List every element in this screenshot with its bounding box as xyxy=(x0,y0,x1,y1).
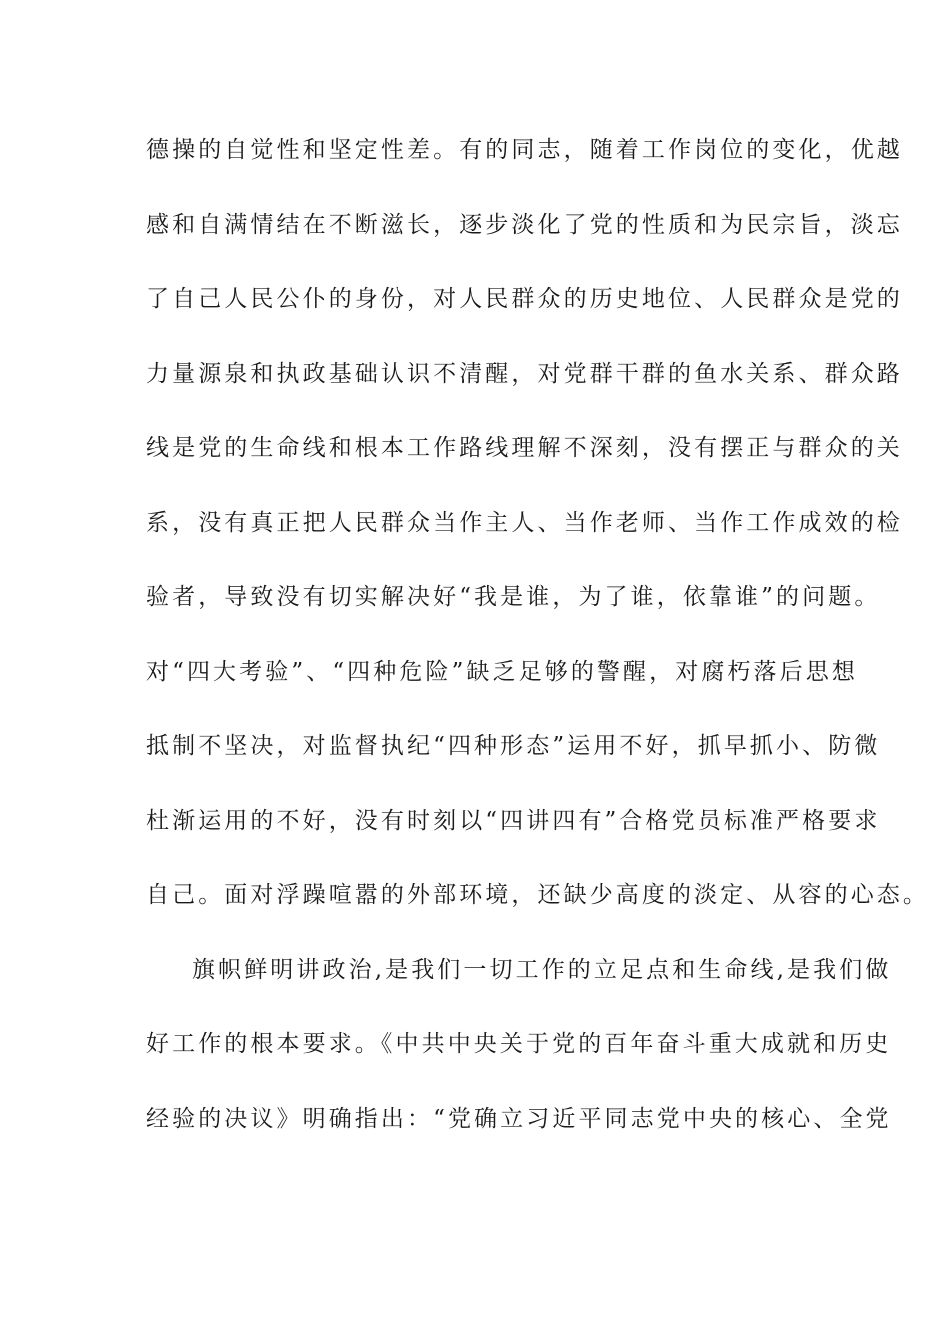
text-line: 好工作的根本要求。《中共中央关于党的百年奋斗重大成就和历史 xyxy=(146,1031,892,1057)
text-line: 感和自满情结在不断滋长，逐步淡化了党的性质和为民宗旨，淡忘 xyxy=(146,211,903,238)
text-line: 德操的自觉性和坚定性差。有的同志，随着工作岗位的变化，优越 xyxy=(146,137,903,163)
text-line: 对“四大考验”、“四种危险”缺乏足够的警醒，对腐朽落后思想 xyxy=(146,658,858,685)
text-line: 线是党的生命线和根本工作路线理解不深刻，没有摆正与群众的关 xyxy=(146,435,903,461)
body-text xyxy=(146,128,929,1171)
text-line: 自己。面对浮躁喧嚣的外部环境，还缺少高度的淡定、从容的心态。 xyxy=(146,882,929,908)
text-line: 杜渐运用的不好，没有时刻以“四讲四有”合格党员标准严格要求 xyxy=(146,807,881,834)
text-line: 抵制不坚决，对监督执纪“四种形态”运用不好，抓早抓小、防微 xyxy=(146,733,881,759)
text-line: 了自己人民公仆的身份，对人民群众的历史地位、人民群众是党的 xyxy=(146,286,903,312)
paragraph-first-line: 旗帜鲜明讲政治,是我们一切工作的立足点和生命线,是我们做 xyxy=(192,956,892,983)
text-line: 系，没有真正把人民群众当作主人、当作老师、当作工作成效的检 xyxy=(146,509,903,536)
text-line: 经验的决议》明确指出：“党确立习近平同志党中央的核心、全党 xyxy=(146,1105,892,1132)
text-line: 验者，导致没有切实解决好“我是谁，为了谁，依靠谁”的问题。 xyxy=(146,584,881,610)
text-line: 力量源泉和执政基础认识不清醒，对党群干群的鱼水关系、群众路 xyxy=(146,360,903,387)
